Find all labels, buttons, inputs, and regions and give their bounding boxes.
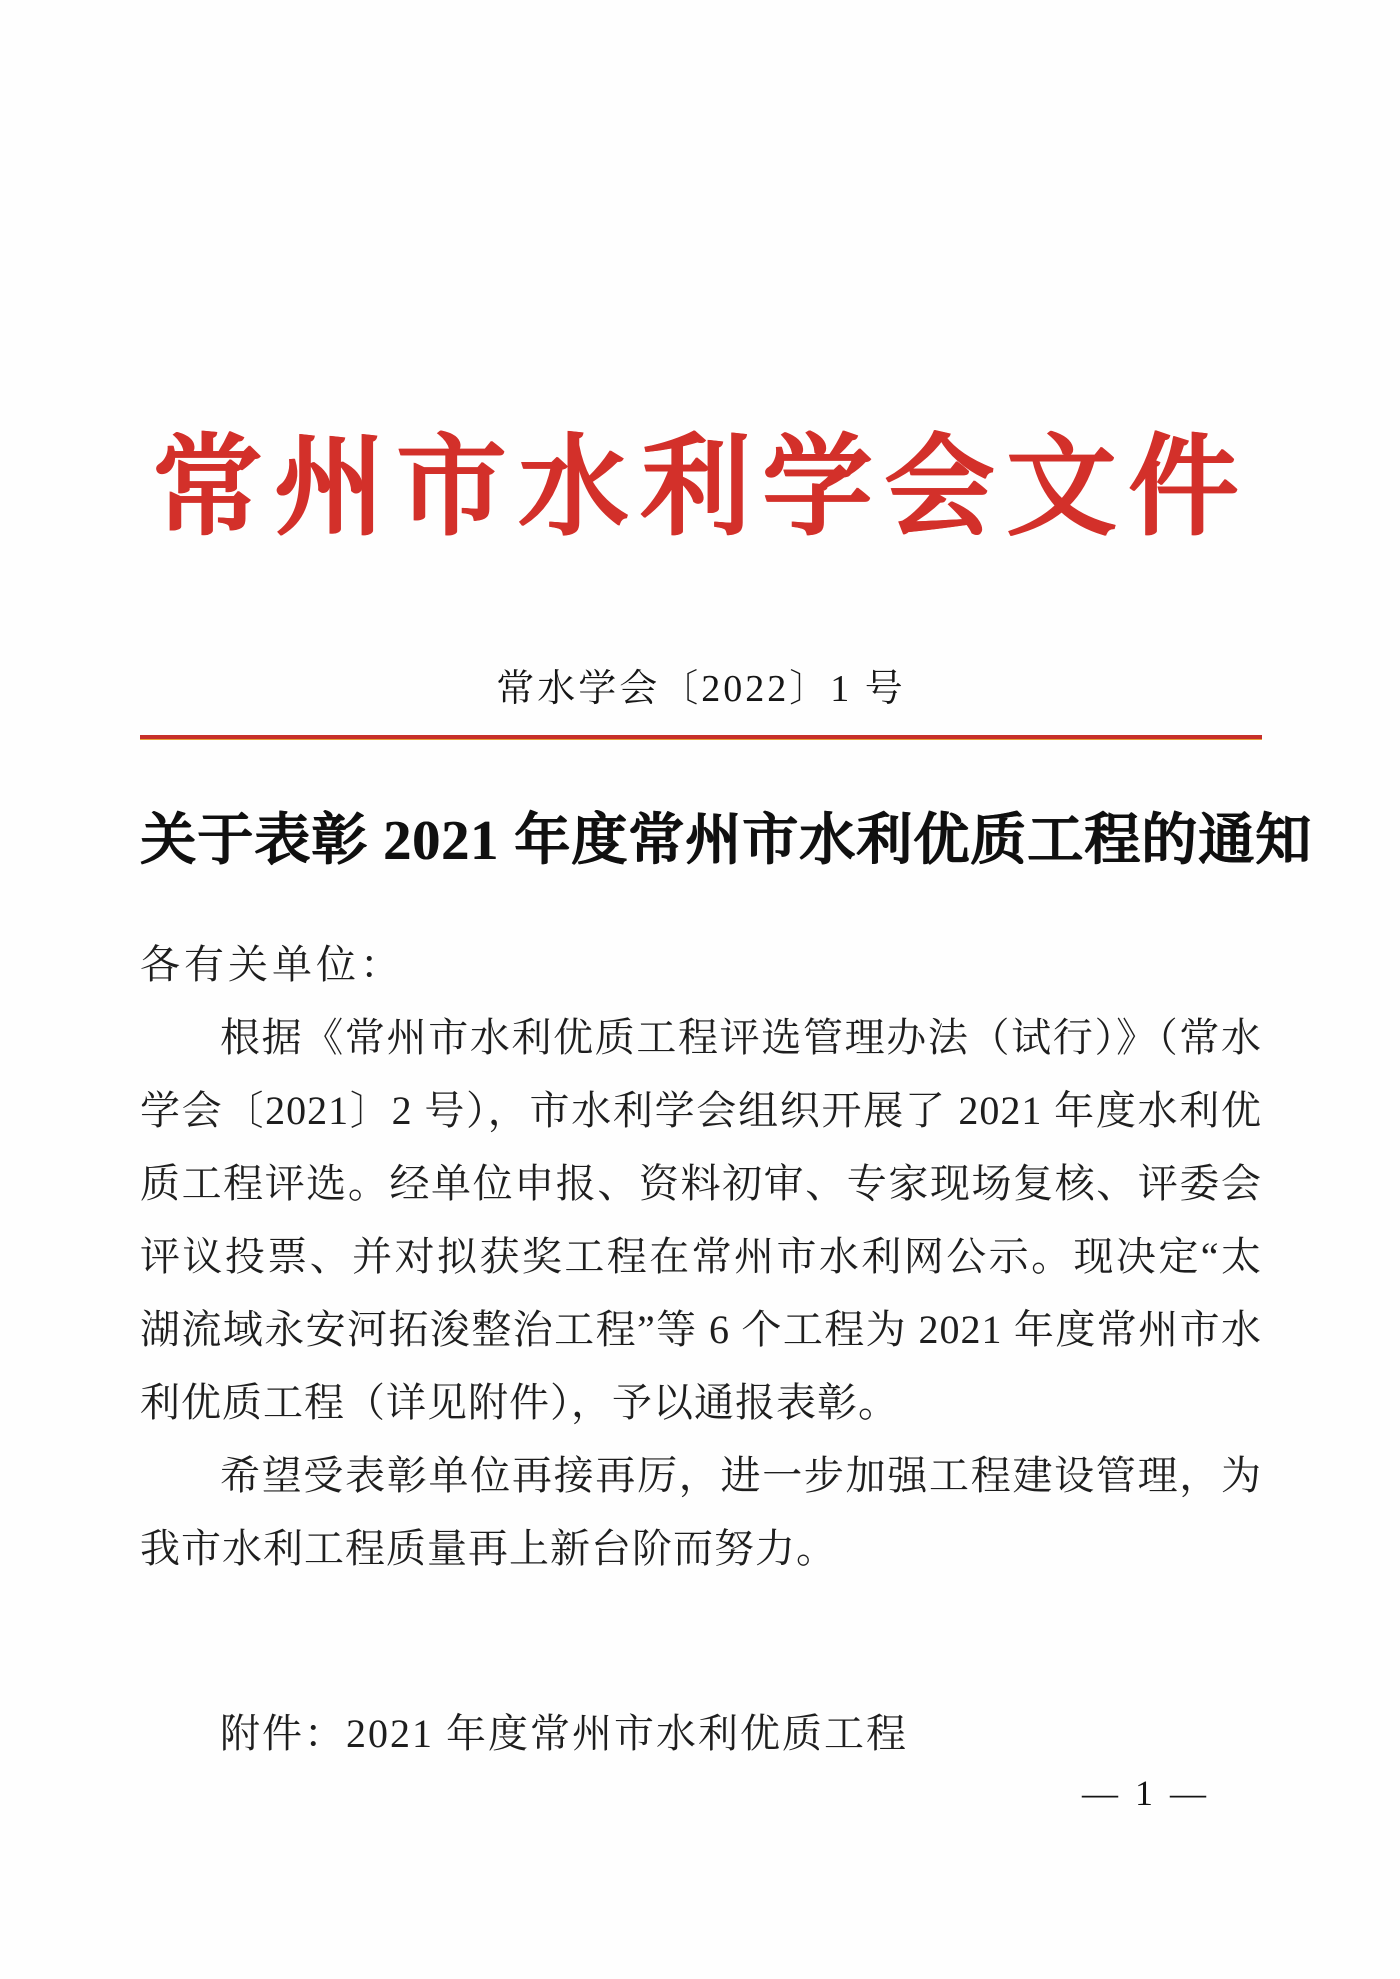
document-number: 常水学会〔2022〕1 号 bbox=[496, 668, 906, 710]
document-body bbox=[140, 928, 1262, 1585]
document-title: 关于表彰 2021 年度常州市水利优质工程的通知 bbox=[140, 809, 1312, 872]
red-divider-line bbox=[140, 735, 1262, 740]
page-number: — 1 — bbox=[1082, 1773, 1210, 1813]
salutation-line: 各有关单位： bbox=[140, 941, 404, 987]
attachment-line: 附件：2021 年度常州市水利优质工程 bbox=[220, 1710, 908, 1756]
body-paragraph-1: 根据《常州市水利优质工程评选管理办法（试行）》（常水学会〔2021〕2 号），市水利学会组织开展了 2021 年度水利优质工程评选。经单位申报、资料初审、专家现场复核、评委会评议投票、并对拟获奖工程在常州市水利网公示。现决定“太湖流域永安河拓浚整治工程”等 6 个工程为 2021 年度常州市水利优质工程（详见附件），予以通报表彰。 bbox=[140, 1014, 1262, 1425]
body-paragraph-2: 希望受表彰单位再接再厉，进一步加强工程建设管理，为我市水利工程质量再上新台阶而努力。 bbox=[140, 1452, 1262, 1571]
masthead-title: 常州市水利学会文件 bbox=[152, 427, 1250, 549]
